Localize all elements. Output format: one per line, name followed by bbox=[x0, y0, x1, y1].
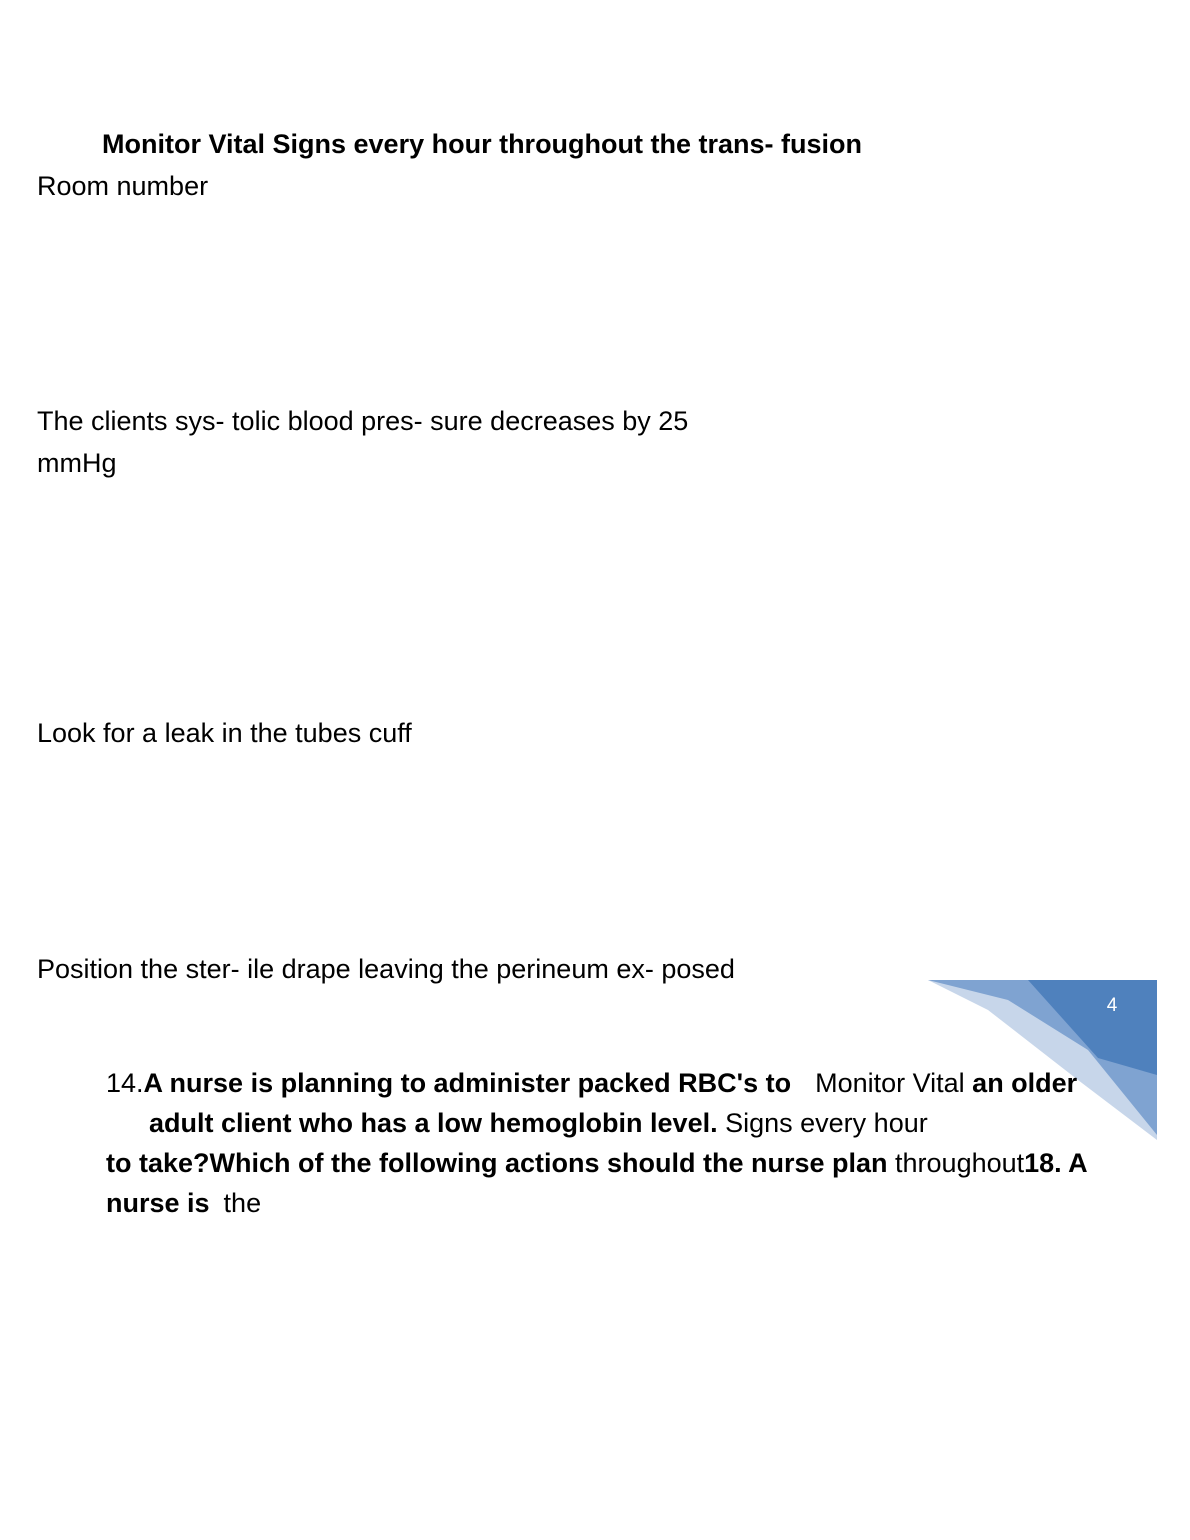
page-number: 4 bbox=[1106, 995, 1118, 1016]
question-line3-regular: throughout bbox=[895, 1148, 1025, 1178]
question-line3-bold: to take?Which of the following actions should the nurse plan bbox=[106, 1148, 888, 1178]
bp-text-line2: mmHg bbox=[37, 448, 117, 478]
question-number: 14. bbox=[106, 1068, 144, 1098]
heading: Monitor Vital Signs every hour throughout the trans- fusion bbox=[102, 129, 863, 159]
bp-text-line1: The clients sys- tolic blood pres- sure decreases by 25 bbox=[37, 406, 689, 436]
question-line4-bold: nurse is bbox=[106, 1188, 210, 1218]
question-line2-regular: Signs every hour bbox=[725, 1108, 928, 1138]
leak-text: Look for a leak in the tubes cuff bbox=[37, 718, 412, 748]
question-line2-bold: adult client who has a low hemoglobin level. bbox=[149, 1108, 718, 1138]
question-line1-regular: Monitor Vital bbox=[815, 1068, 965, 1098]
question-line2 bbox=[149, 1106, 928, 1140]
question-line1-bold-end: an older bbox=[972, 1068, 1078, 1098]
room-number-label: Room number bbox=[37, 171, 209, 201]
drape-text: Position the ster- ile drape leaving the perineum ex- posed bbox=[37, 954, 735, 984]
question-line4 bbox=[106, 1186, 261, 1220]
question-line4-regular: the bbox=[223, 1188, 262, 1218]
question-line3 bbox=[106, 1146, 1088, 1180]
question-line1-bold: A nurse is planning to administer packed RBC's to bbox=[143, 1068, 792, 1098]
question-line3-bold-end: 18. A bbox=[1024, 1148, 1088, 1178]
question-line1 bbox=[106, 1066, 1077, 1100]
